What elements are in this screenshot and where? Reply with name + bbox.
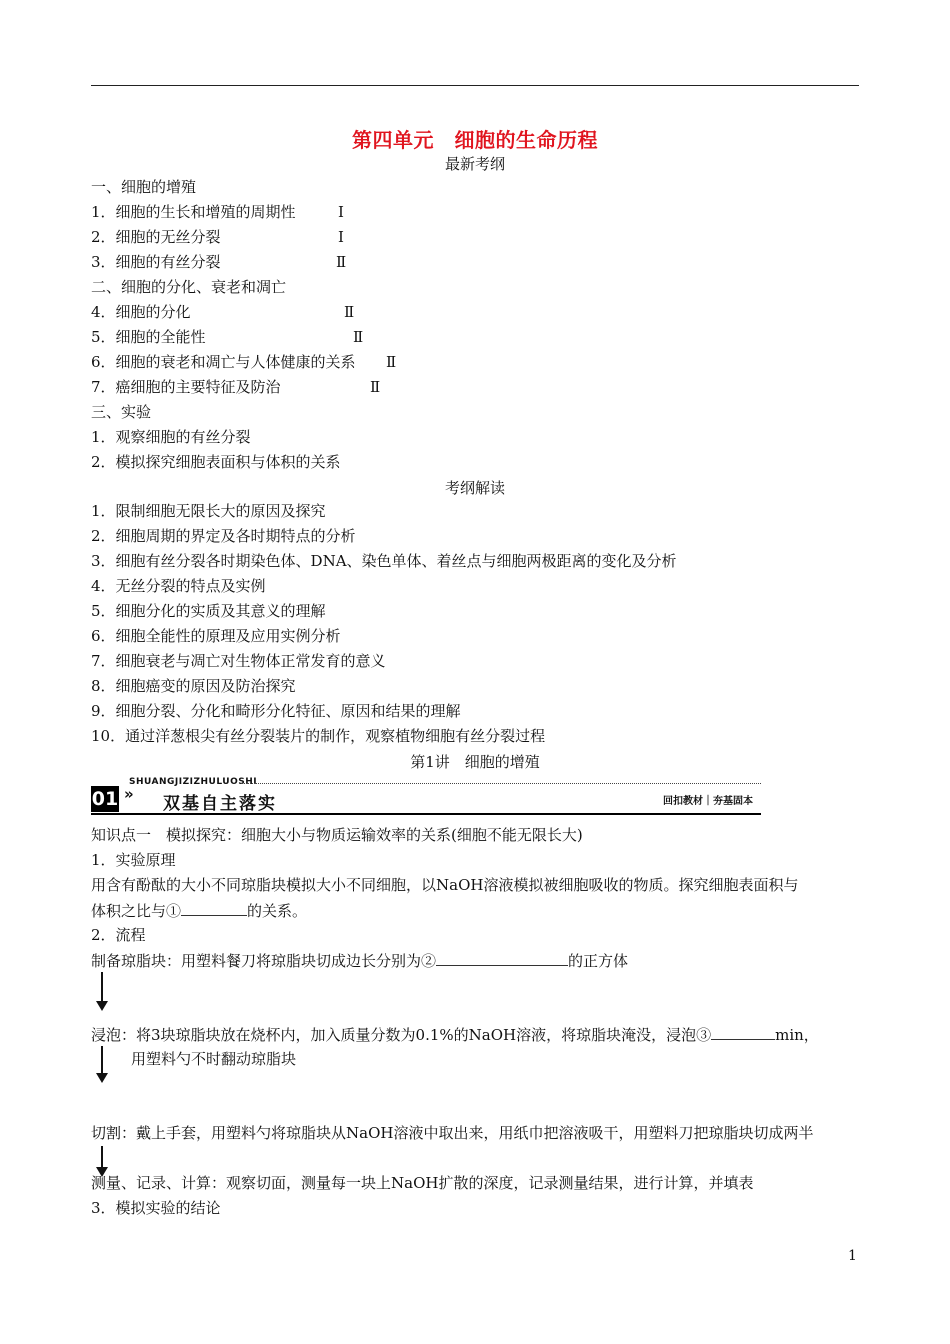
- section-banner: [91, 777, 761, 815]
- outline-item: 1．细胞的生长和增殖的周期性: [91, 203, 296, 221]
- outline-item: 一、细胞的增殖: [91, 178, 197, 196]
- outline-level: Ⅱ: [386, 353, 397, 371]
- banner-tagline: 回扣教材｜夯基固本: [663, 796, 753, 807]
- flow-arrow-down-icon: [101, 972, 103, 1002]
- interpret-item: 1．限制细胞无限长大的原因及探究: [91, 502, 326, 520]
- flow-step: [91, 1025, 819, 1044]
- banner-title: 双基自主落实: [163, 794, 277, 814]
- outline-level: Ⅰ: [338, 228, 344, 246]
- interpret-item: 3．细胞有丝分裂各时期染色体、DNA、染色单体、着丝点与细胞两极距离的变化及分析: [91, 552, 677, 570]
- outline-heading: 最新考纲: [444, 155, 505, 173]
- banner-dotted-rule: [241, 783, 761, 784]
- answer-blank-2[interactable]: [436, 951, 568, 966]
- flow-step-text: min，: [775, 1026, 819, 1044]
- flow-step: 切割：戴上手套，用塑料勺将琼脂块从NaOH溶液中取出来，用纸巾把溶液吸干，用塑料刀把琼脂块切成两半: [91, 1124, 814, 1142]
- outline-level: Ⅱ: [344, 303, 355, 321]
- flow-step-text: 制备琼脂块：用塑料餐刀将琼脂块切成边长分别为②: [91, 952, 437, 970]
- paragraph-text: 体积之比与①: [91, 902, 182, 920]
- flow-step: 测量、记录、计算：观察切面，测量每一块上NaOH扩散的深度，记录测量结果，进行计算，并填表: [91, 1174, 754, 1192]
- interpret-item: 6．细胞全能性的原理及应用实例分析: [91, 627, 341, 645]
- outline-item: 1．观察细胞的有丝分裂: [91, 428, 251, 446]
- outline-item: 2．细胞的无丝分裂: [91, 228, 221, 246]
- outline-level: Ⅱ: [353, 328, 364, 346]
- outline-item: 2．模拟探究细胞表面积与体积的关系: [91, 453, 341, 471]
- interpret-item: 7．细胞衰老与凋亡对生物体正常发育的意义: [91, 652, 386, 670]
- chevron-right-icon: »: [124, 785, 134, 803]
- section-heading: 2．流程: [91, 926, 146, 944]
- unit-title: 第四单元 细胞的生命历程: [352, 128, 598, 152]
- banner-number: 01: [91, 788, 119, 810]
- paragraph-line: 用含有酚酞的大小不同琼脂块模拟大小不同细胞，以NaOH溶液模拟被细胞吸收的物质。探究细胞表面积与: [91, 876, 799, 894]
- outline-level: Ⅱ: [370, 378, 381, 396]
- paragraph-text: 的关系。: [247, 902, 308, 920]
- answer-blank-3[interactable]: [711, 1025, 775, 1040]
- outline-item: 6．细胞的衰老和凋亡与人体健康的关系: [91, 353, 356, 371]
- outline-level: Ⅱ: [336, 253, 347, 271]
- interpret-item: 10．通过洋葱根尖有丝分裂装片的制作，观察植物细胞有丝分裂过程: [91, 727, 546, 745]
- interpret-item: 5．细胞分化的实质及其意义的理解: [91, 602, 326, 620]
- banner-pinyin: SHUANGJIZIZHULUOSHI: [129, 777, 258, 787]
- outline-item: 5．细胞的全能性: [91, 328, 206, 346]
- outline-item: 二、细胞的分化、衰老和凋亡: [91, 278, 287, 296]
- flow-step-text: 浸泡：将3块琼脂块放在烧杯内，加入质量分数为0.1%的NaOH溶液，将琼脂块淹没，浸泡③: [91, 1026, 712, 1044]
- knowledge-point: 知识点一 模拟探究：细胞大小与物质运输效率的关系(细胞不能无限长大): [91, 826, 583, 844]
- lesson-title: 第1讲 细胞的增殖: [410, 753, 540, 771]
- outline-item: 7．癌细胞的主要特征及防治: [91, 378, 281, 396]
- top-rule: [91, 85, 859, 86]
- interpret-item: 4．无丝分裂的特点及实例: [91, 577, 266, 595]
- outline-item: 三、实验: [91, 403, 152, 421]
- answer-blank-1[interactable]: [181, 901, 247, 916]
- interpret-item: 9．细胞分裂、分化和畸形分化特征、原因和结果的理解: [91, 702, 461, 720]
- paragraph-line: [91, 901, 307, 920]
- interpret-heading: 考纲解读: [444, 479, 505, 497]
- section-heading: 3．模拟实验的结论: [91, 1199, 221, 1217]
- page-number: 1: [848, 1248, 857, 1264]
- section-heading: 1．实验原理: [91, 851, 176, 869]
- flow-arrow-down-icon: [101, 1046, 103, 1074]
- flow-arrow-down-icon: [101, 1146, 103, 1168]
- outline-level: Ⅰ: [338, 203, 344, 221]
- outline-item: 4．细胞的分化: [91, 303, 191, 321]
- banner-bottom-rule: [91, 813, 761, 815]
- flow-step-text: 的正方体: [568, 952, 629, 970]
- interpret-item: 2．细胞周期的界定及各时期特点的分析: [91, 527, 356, 545]
- flow-step: [91, 951, 628, 970]
- flow-step-continuation: 用塑料勺不时翻动琼脂块: [131, 1050, 297, 1068]
- outline-item: 3．细胞的有丝分裂: [91, 253, 221, 271]
- interpret-item: 8．细胞癌变的原因及防治探究: [91, 677, 296, 695]
